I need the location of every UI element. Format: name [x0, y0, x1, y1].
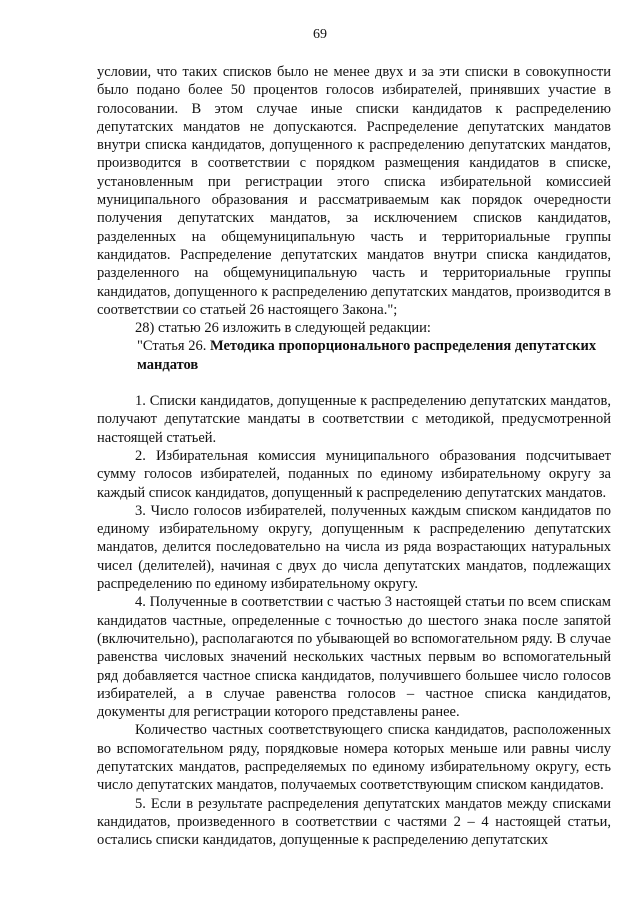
item-28: 28) статью 26 изложить в следующей редакции:	[135, 320, 431, 337]
article-title: Методика пропорционального распределения депутатских мандатов	[137, 338, 597, 373]
paragraph-continuation: условии, что таких списков было не менее двух и за эти списки в совокупности было подано более 50 процентов голосов избирателей, принявших участие в голосовании. В этом случае иные списки кандидатов к распределению депутатских мандатов не допускаются. Распределение депутатских мандатов внутри списка кандидатов, допущенного к распределению депутатских мандатов, производится в соответствии с порядком размещения кандидатов в списке, установленным при регистрации этого списка избирательной комиссией муниципального образования и рассматриваемым как порядок очередности получения депутатских мандатов, за исключением списков кандидатов, разделенных на общемуниципальную часть и территориальные группы кандидатов. Распределение депутатских мандатов внутри списка кандидатов, разделенного на общемуниципальную часть и территориальные группы кандидатов, допущенного к распределению депутатских мандатов, производится в соответствии со статьей 26 настоящего Закона.";	[97, 64, 611, 318]
clause-5: 5. Если в результате распределения депутатских мандатов между списками кандидатов, произведенного в соответствии с частями 2 – 4 настоящей статьи, остались списки кандидатов, допущенные к распределению депутатских	[97, 795, 611, 849]
article-prefix: "Статья 26.	[137, 338, 210, 355]
spacer	[97, 374, 611, 392]
clause-3: 3. Число голосов избирателей, полученных каждым списком кандидатов по единому избирательному округу, допущенным к распределению депутатских мандатов, делится последовательно на числа из ряда возрастающих натуральных чисел (делителей), начиная с двух до числа депутатских мандатов, подлежащих распределению по единому избирательному округу.	[97, 502, 611, 593]
clause-1: 1. Списки кандидатов, допущенные к распределению депутатских мандатов, получают депутатские мандаты в соответствии с методикой, предусмотренной настоящей статьей.	[97, 393, 611, 446]
page-number: 69	[313, 27, 327, 42]
article-heading	[97, 337, 611, 374]
clause-2: 2. Избирательная комиссия муниципального образования подсчитывает сумму голосов избирателей, поданных по единому избирательному округу за каждый список кандидатов, допущенный к распределению депутатских мандатов.	[97, 447, 611, 501]
clause-4: 4. Полученные в соответствии с частью 3 настоящей статьи по всем спискам кандидатов частные, определенные с точностью до шестого знака после запятой (включительно), располагаются по убывающей во вспомогательном ряду. В случае равенства числовых значений нескольких частных первым во вспомогательный ряд добавляется частное списка кандидатов, получившего большее число голосов избирателей, а в случае равенства голосов – частное списка кандидатов, документы для регистрации которого представлены ранее.	[97, 594, 611, 721]
document-body	[97, 63, 611, 849]
clause-4-continuation: Количество частных соответствующего списка кандидатов, расположенных во вспомогательном ряду, порядковые номера которых меньше или равны числу депутатских мандатов, распределяемых по единому избирательному округу, есть число депутатских мандатов, получаемых соответствующим списком кандидатов.	[97, 722, 611, 794]
